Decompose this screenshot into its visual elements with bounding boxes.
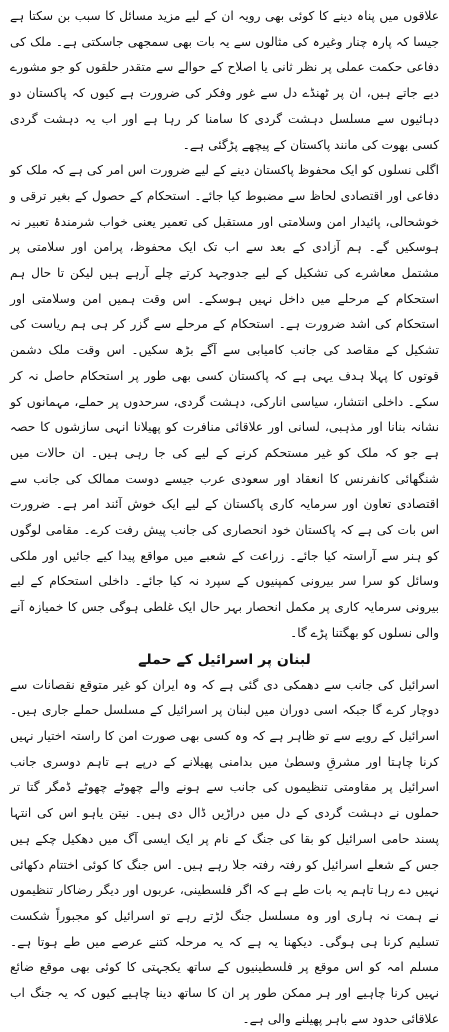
section-heading: لبنان پر اسرائیل کے حملے (138, 651, 311, 668)
paragraph-3: اسرائیل کی جانب سے دھمکی دی گئی ہے کہ وہ ایران کو غیر متوقع نقصانات سے دوچار کرے گا جبکہ اسی دوران میں لبنان پر اسرائیل کے مسلسل حملے جاری ہیں۔ اسرائیل کے رویے سے تو ظاہر ہے کہ وہ کسی بھی صورت امن کا راستہ اختیار نہیں کرنا چاہتا اور مشرقِ وسطیٰ میں بدامنی پھیلانے کے درپے ہے تاہم دوسری جانب اسرائیل پر مقاومتی تنظیموں کی جانب سے ہونے والے چھوٹے چھوٹے ڈمگر گتا تر حملوں نے دہشت گردی کے دل میں دراڑیں ڈال دی ہیں۔ نیتن یاہو اس کی انتہا پسند حامی اسرائیل کو بقا کی جنگ کے نام پر ایک ایسی آگ میں دھکیل چکے ہیں جس کے شعلے اسرائیل کو رفتہ رفتہ جلا رہے ہیں۔ اس جنگ کا کوئی اختتام دکھائی نہیں دے رہا تاہم یہ بات طے ہے کہ اگر فلسطینی، عربوں اور دیگر رضاکار تنظیموں نے ہمت نہ ہاری اور وہ مسلسل جنگ لڑتے رہے تو اسرائیل کو مجبوراً شکست تسلیم کرنا ہی ہوگی۔ دیکھنا یہ ہے کہ یہ مرحلہ کتنے عرصے میں طے ہوتا ہے۔ مسلم امہ کو اس موقع پر فلسطینیوں کے ساتھ یکجہتی کا کوئی بھی موقع ضائع نہیں کرنا چاہیے اور ہر ممکن طور پر ان کا ساتھ دینا چاہیے کیوں کہ یہ جنگ اب علاقائی حدود سے باہر پھیلنے والی ہے۔ (10, 677, 439, 1026)
paragraph-1: علاقوں میں پناہ دینے کا کوئی بھی رویہ ان کے لیے مزید مسائل کا سبب بن سکتا ہے جیسا کہ پارہ چنار وغیرہ کی مثالوں سے یہ بات بھی سمجھی جاسکتی ہے۔ ملک کی دفاعی حکمت عملی پر نظر ثانی یا اصلاح کے حوالے سے متقدر حلقوں کو جو مشورے دیے جاتے ہیں، ان پر ٹھنڈے دل سے غور وفکر کی ضرورت ہے کیوں کہ پاکستان دو دہائیوں سے مسلسل دہشت گردی کا سامنا کر رہا ہے اور اب یہ دہشت گردی کسی بھوت کی مانند پاکستان کے پیچھے پڑگئی ہے۔ (10, 9, 439, 152)
paragraph-2: اگلی نسلوں کو ایک محفوظ پاکستان دینے کے لیے ضرورت اس امر کی ہے کہ ملک کو دفاعی اور اقتصادی لحاظ سے مضبوط کیا جائے۔ استحکام کے حصول کے بغیر ترقی و خوشحالی، پائیدار امن وسلامتی اور مستقبل کی تعمیر یعنی خواب شرمندۂ تعبیر نہ ہوسکیں گے۔ ہم آزادی کے بعد سے اب تک ایک محفوظ، پرامن اور سلامتی پر مشتمل معاشرے کی تشکیل کے لیے جدوجہد کرتے چلے آرہے ہیں لیکن تا حال ہم استحکام کے مرحلے میں داخل نہیں ہوسکے۔ اس وقت ہمیں امن وسلامتی اور استحکام کی اشد ضرورت ہے۔ استحکام کے مرحلے سے گزر کر ہی ہم ریاست کی تشکیل کے مقاصد کی جانب کامیابی سے آگے بڑھ سکیں۔ اس وقت ملک دشمن قوتوں کا پہلا ہدف یہی ہے کہ پاکستان کسی بھی طور پر استحکام حاصل نہ کر سکے۔ داخلی انتشار، سیاسی انارکی، دہشت گردی، سرحدوں پر حملے، مہمانوں کو نشانہ بنانا اور مذہبی، لسانی اور علاقائی منافرت کو پھیلانا انہی سازشوں کا حصہ ہے جو کہ ملک کو غیر مستحکم کرنے کے لیے کی جا رہی ہیں۔ ان حالات میں شنگھائی کانفرنس کا انعقاد اور سعودی عرب جیسے دوست ممالک کی جانب سے اقتصادی تعاون اور سرمایہ کاری پاکستان کے لیے ایک خوش آئند امر ہے۔ ضرورت اس بات کی ہے کہ پاکستان خود انحصاری کی جانب پیش رفت کرے۔ مقامی لوگوں کو ہنر سے آراستہ کیا جائے۔ زراعت کے شعبے میں مواقع پیدا کیے جائیں اور ملکی وسائل کو سرا سر بیرونی کمپنیوں کے سپرد نہ کیا جائے۔ داخلی استحکام کے لیے بیرونی سرمایہ کاری پر مکمل انحصار بہر حال ایک غلطی ہوگی جس کا خمیازہ آنے والی نسلوں کو بھگتنا پڑے گا۔ (10, 163, 439, 640)
